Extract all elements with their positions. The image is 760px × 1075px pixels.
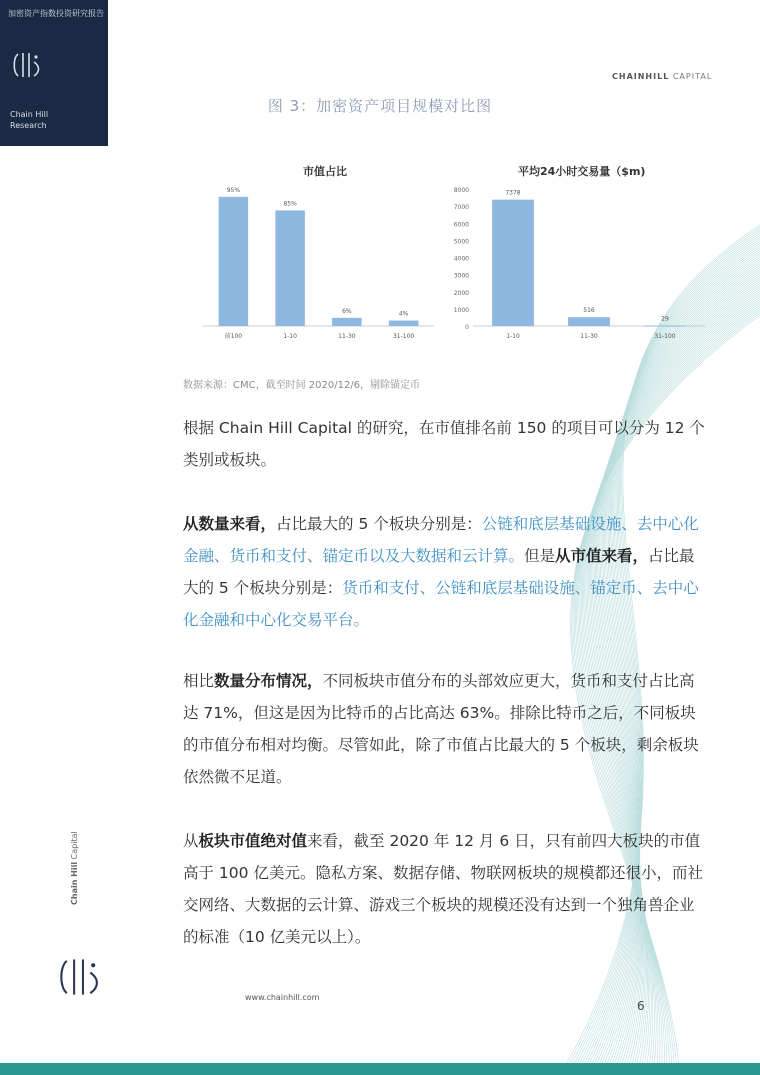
x-tick-label: 前100	[224, 333, 243, 340]
paragraph-1	[183, 412, 708, 476]
bar-前100	[219, 197, 249, 326]
x-tick-label: 1-10	[283, 333, 297, 340]
bar-31-100	[644, 326, 686, 327]
side-brand-light: Capital	[70, 831, 79, 860]
y-tick-label: 7000	[453, 204, 469, 212]
p4-text-2: 来看，截至 2020 年 12 月 6 日，只有前四大板块的市值高于 100 亿美元。隐私方案、数据存储、物联网板块的规模都还很小，而社交网络、大数据的云计算、游戏三个板块的规模还没有达到一个独角兽企业的标准（10 亿美元以上）。	[183, 832, 703, 946]
paragraph-4	[183, 825, 708, 953]
p4-bold-1: 板块市值绝对值	[198, 832, 308, 850]
paragraph-2	[183, 508, 708, 636]
org-line-1: Chain Hill	[10, 110, 49, 119]
bar-value-label: 95%	[226, 186, 241, 194]
p2-text-2: 但是	[524, 547, 556, 565]
p2-highlight-1: 公链和底层基础设施、去中心化金融、货币和支付、锚定币以及大数据和云计算。	[183, 515, 699, 565]
footer-bar	[0, 1063, 760, 1075]
p2-highlight-2: 货币和支付、公链和底层基础设施、锚定币、去中心化金融和中心化交易平台。	[183, 579, 699, 629]
y-tick-label: 8000	[453, 187, 469, 194]
org-line-2: Research	[10, 121, 47, 130]
p4-text-1: 从	[183, 832, 199, 850]
brand-bold: CHAINHILL	[612, 72, 670, 81]
bar-1-10	[275, 210, 305, 326]
chart-market-cap-share	[200, 178, 445, 348]
bar-11-30	[332, 318, 362, 326]
p3-bold-1: 数量分布情况，	[214, 672, 323, 690]
report-title: 加密资产指数投资研究报告	[8, 9, 104, 18]
p2-text-3: 占比最大的 5 个板块分别是：	[183, 547, 695, 597]
paragraph-3	[183, 665, 708, 793]
bar-value-label: 29	[661, 315, 669, 323]
bar-value-label: 516	[583, 307, 595, 315]
figure-source: 数据来源：CMC，截至时间 2020/12/6，剔除锚定币	[183, 380, 421, 391]
y-tick-label: 4000	[453, 255, 469, 263]
page-number: 6	[637, 999, 645, 1013]
chart1-title: 市值占比	[303, 165, 347, 178]
bar-value-label: 4%	[398, 310, 409, 318]
x-tick-label: 11-30	[338, 333, 356, 340]
bar-11-30	[568, 317, 610, 326]
bar-value-label: 6%	[342, 307, 352, 315]
p3-text-2: 不同板块市值分布的头部效应更大，货币和支付占比高达 71%，但这是因为比特币的占比高达 63%。排除比特币之后，不同板块的市值分布相对均衡。尽管如此，除了市值占比最大的 5 个板块，剩余板块依然微不足道。	[183, 672, 699, 786]
brand-light: CAPITAL	[672, 72, 713, 81]
header-brand	[612, 72, 712, 81]
chart2-title: 平均24小时交易量（$m)	[518, 165, 646, 178]
y-tick-label: 3000	[453, 272, 469, 280]
p2-bold-1: 从数量来看，	[183, 515, 277, 533]
side-brand-text	[70, 831, 79, 905]
p1-text: 根据 Chain Hill Capital 的研究，在市值排名前 150 的项目可以分为 12 个类别或板块。	[183, 419, 705, 469]
x-tick-label: 31-100	[654, 333, 676, 340]
p2-text-1: 占比最大的 5 个板块分别是：	[276, 515, 482, 533]
y-tick-label: 6000	[453, 221, 469, 229]
side-brand-bold: Chain Hill	[70, 861, 79, 905]
y-tick-label: 2000	[453, 289, 469, 297]
bar-value-label: 7378	[505, 189, 521, 197]
y-tick-label: 1000	[453, 306, 469, 314]
bar-31-100	[389, 321, 419, 326]
footer-website: www.chainhill.com	[245, 993, 320, 1002]
x-tick-label: 11-30	[580, 333, 598, 340]
chainhill-logo-icon	[10, 50, 44, 80]
bar-1-10	[492, 200, 534, 326]
figure-title: 图 3：加密资产项目规模对比图	[267, 97, 493, 115]
chart-avg-volume	[445, 178, 710, 348]
corner-brand-block	[0, 0, 108, 146]
x-tick-label: 1-10	[506, 333, 520, 340]
p2-bold-2: 从市值来看，	[555, 547, 649, 565]
bar-value-label: 85%	[283, 200, 297, 208]
x-tick-label: 31-100	[392, 333, 415, 340]
y-tick-label: 0	[465, 324, 469, 331]
y-tick-label: 5000	[453, 238, 469, 246]
p3-text-1: 相比	[183, 672, 215, 690]
footer-logo-icon	[55, 955, 105, 999]
